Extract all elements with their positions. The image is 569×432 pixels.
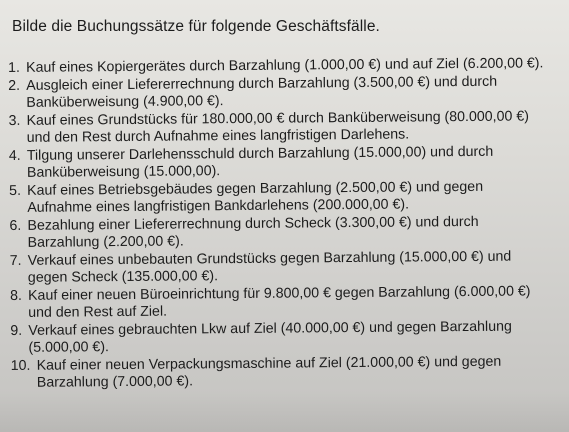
task-number: 10. (10, 357, 31, 374)
task-item-9 (10, 318, 565, 358)
task-text: Verkauf eines unbebauten Grundstücks gegen Barzahlung (15.000,00 €) und gegen Scheck (135.000,00 €). (27, 248, 512, 286)
task-number: 8. (9, 287, 22, 304)
task-text: Kauf eines Kopiergerätes durch Barzahlung (1.000,00 €) und auf Ziel (6.200,00 €). (25, 55, 544, 76)
task-number: 5. (9, 182, 22, 199)
task-text: Verkauf eines gebrauchten Lkw auf Ziel (40.000,00 €) und gegen Barzahlung (5.000,00 €). (28, 318, 512, 356)
photo-shadow (0, 392, 569, 432)
task-item-7 (10, 248, 565, 288)
task-number: 1. (8, 59, 20, 76)
task-item-6 (9, 213, 564, 253)
task-item-8 (10, 283, 565, 323)
task-number: 4. (8, 147, 21, 164)
task-number: 6. (9, 217, 22, 234)
task-item-10 (11, 353, 566, 393)
task-item-2 (8, 73, 563, 113)
task-text: Bezahlung einer Liefererrechnung durch Scheck (3.300,00 €) und durch Barzahlung (2.200,00 €). (27, 213, 479, 251)
task-number: 7. (9, 252, 22, 269)
task-text: Kauf eines Grundstücks für 180.000,00 € durch Banküberweisung (80.000,00 €) und den Rest durch Aufnahme eines langfristigen Darlehens. (26, 107, 529, 146)
task-text: Kauf einer neuen Büroeinrichtung für 9.800,00 € gegen Barzahlung (6.000,00 €) und den Rest auf Ziel. (27, 282, 531, 321)
task-item-3 (8, 108, 563, 148)
task-number: 2. (8, 77, 21, 94)
task-item-5 (9, 178, 564, 218)
task-text: Ausgleich einer Liefererrechnung durch Barzahlung (3.500,00 €) und durch Banküberweisung (4.900,00 €). (26, 73, 498, 111)
task-list (8, 55, 566, 392)
worksheet-heading: Bilde die Buchungssätze für folgende Geschäftsfälle. (12, 18, 380, 35)
task-text: Tilgung unserer Darlehensschuld durch Barzahlung (15.000,00) und durch Banküberweisung (15.000,00). (26, 143, 494, 181)
task-number: 9. (10, 322, 23, 339)
task-text: Kauf einer neuen Verpackungsmaschine auf Ziel (21.000,00 €) und gegen Barzahlung (7.000,00 €). (36, 353, 502, 391)
task-item-4 (9, 143, 564, 183)
task-number: 3. (8, 112, 21, 129)
task-text: Kauf eines Betriebsgebäudes gegen Barzahlung (2.500,00 €) und gegen Aufnahme eines langfristigen Bankdarlehens (200.000,00 €). (27, 178, 484, 216)
